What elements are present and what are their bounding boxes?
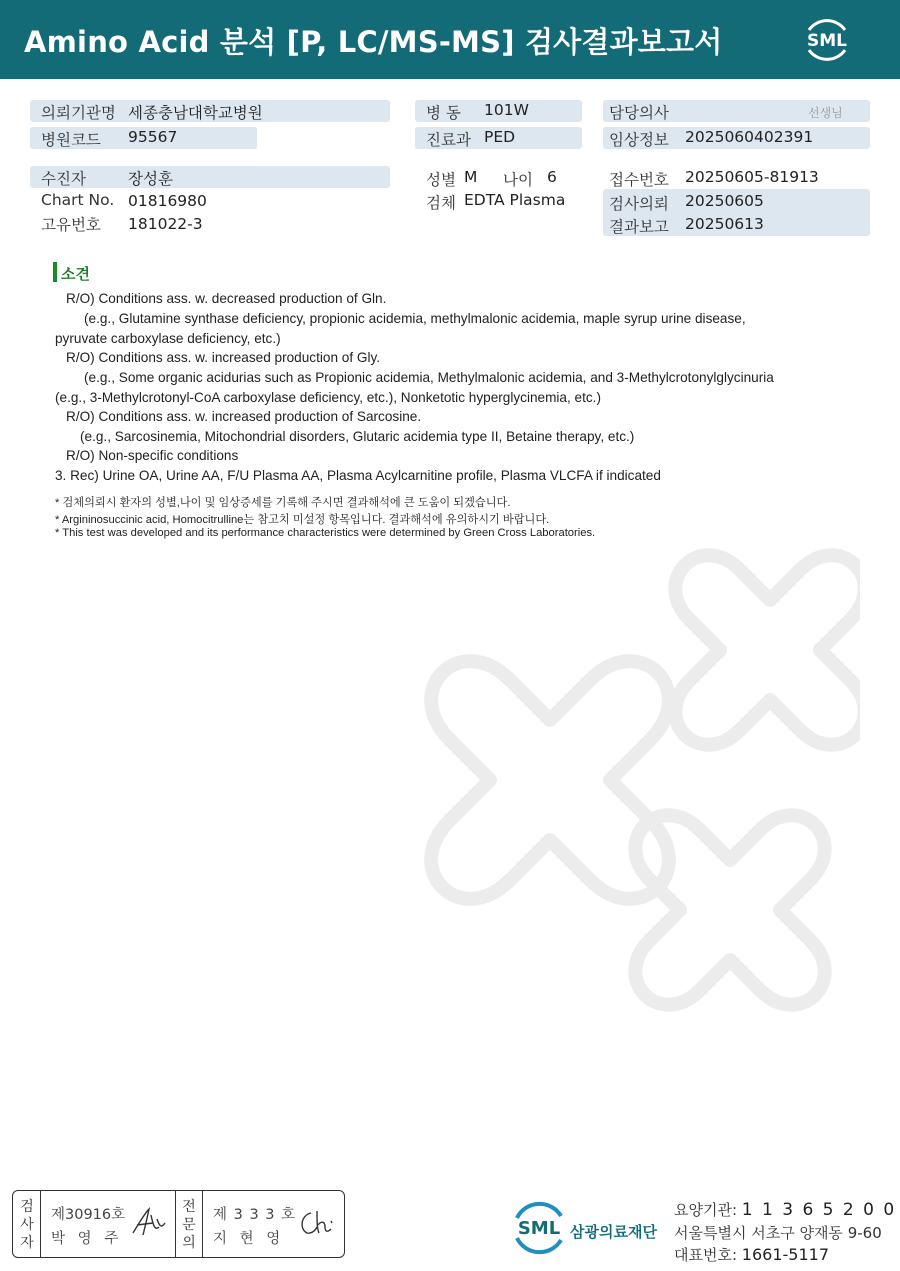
footer-org-name: 삼광의료재단	[570, 1223, 657, 1241]
specimen-value: EDTA Plasma	[464, 191, 566, 209]
finding-line: R/O) Conditions ass. w. decreased production of Gln.	[66, 291, 387, 306]
tester-name: 박 영 주	[51, 1231, 123, 1247]
phone-value: 1661-5117	[741, 1245, 830, 1264]
findings-title: 소견	[61, 265, 90, 283]
footer-phone-line	[674, 1244, 829, 1265]
tester-label-char: 검	[20, 1199, 34, 1215]
institution-value: 세종충남대학교병원	[128, 104, 263, 122]
specialist-signature-icon	[297, 1207, 337, 1239]
hospital-code-value: 95567	[128, 128, 178, 146]
dept-value: PED	[484, 128, 516, 146]
watermark-cross-icon	[360, 530, 860, 1040]
footer-logo-text: SML	[517, 1218, 561, 1239]
sml-logo-icon	[800, 13, 854, 67]
unique-value: 181022-3	[128, 215, 203, 233]
finding-line: (e.g., Some organic acidurias such as Propionic acidemia, Methylmalonic acidemia, and 3-Methylcrotonylglycinuria	[84, 370, 774, 385]
footer-care-line	[674, 1199, 896, 1220]
specialist-label-char: 문	[182, 1217, 196, 1233]
finding-line: (e.g., Sarcosinemia, Mitochondrial disorders, Glutaric acidemia type II, Betaine therapy, etc.)	[80, 429, 635, 444]
phone-label: 대표번호:	[674, 1246, 742, 1264]
unique-label: 고유번호	[41, 216, 101, 234]
findings-accent-bar	[53, 262, 57, 282]
footer-sml-logo-icon	[509, 1198, 569, 1256]
chart-label: Chart No.	[41, 191, 115, 209]
tester-label-char: 사	[20, 1217, 34, 1233]
finding-line: R/O) Conditions ass. w. increased production of Sarcosine.	[66, 409, 422, 424]
clinical-value: 2025060402391	[685, 128, 814, 146]
tester-cell	[41, 1191, 176, 1257]
clinical-label: 임상정보	[609, 131, 669, 149]
signature-box	[12, 1190, 345, 1258]
specialist-cell	[203, 1191, 343, 1257]
footnote: * This test was developed and its performance characteristics were determined by Green Cross Laboratories.	[55, 527, 596, 539]
tester-number: 제30916호	[51, 1207, 126, 1223]
sex-value: M	[464, 168, 478, 186]
ward-label: 병 동	[426, 104, 461, 122]
footnote: * Argininosuccinic acid, Homocitrulline는 참고치 미설정 항목입니다. 결과해석에 유의하시기 바랍니다.	[55, 514, 550, 526]
care-label: 요양기관:	[674, 1201, 742, 1219]
request-value: 20250605	[685, 192, 764, 210]
specialist-label-char: 의	[182, 1235, 196, 1251]
specialist-label-cell	[176, 1191, 203, 1257]
receipt-label: 접수번호	[609, 171, 669, 189]
hospital-code-label: 병원코드	[41, 131, 101, 149]
tester-label-cell	[13, 1191, 41, 1257]
request-label: 검사의뢰	[609, 195, 669, 213]
report-header	[0, 0, 900, 79]
specialist-name: 지 현 영	[213, 1231, 285, 1247]
age-value: 6	[547, 168, 557, 186]
report-title: Amino Acid 분석 [P, LC/MS-MS] 검사결과보고서	[24, 25, 723, 59]
footer-address: 서울특별시 서초구 양재동 9-60	[674, 1224, 882, 1242]
finding-line: (e.g., Glutamine synthase deficiency, propionic acidemia, methylmalonic acidemia, maple syrup urine disease,	[84, 311, 746, 326]
footnote: * 검체의뢰시 환자의 성별,나이 및 임상증세를 기록해 주시면 결과해석에 큰 도움이 되겠습니다.	[55, 497, 511, 509]
doctor-label: 담당의사	[609, 104, 669, 122]
care-value: 1 1 3 6 5 2 0 0	[741, 1200, 897, 1220]
examinee-label: 수진자	[41, 170, 86, 188]
header-logo-text: SML	[807, 31, 847, 51]
institution-label: 의뢰기관명	[41, 104, 116, 122]
tester-label-char: 자	[20, 1235, 34, 1251]
finding-line: R/O) Conditions ass. w. increased production of Gly.	[66, 350, 381, 365]
specialist-number: 제 3 3 3 호	[213, 1207, 297, 1223]
tester-signature-icon	[129, 1205, 169, 1239]
receipt-value: 20250605-81913	[685, 168, 819, 186]
report-label: 결과보고	[609, 218, 669, 236]
finding-line: pyruvate carboxylase deficiency, etc.)	[55, 331, 281, 346]
report-value: 20250613	[685, 215, 764, 233]
finding-line: R/O) Non-specific conditions	[66, 448, 239, 463]
examinee-value: 장성훈	[128, 170, 173, 188]
sex-label: 성별	[426, 171, 456, 189]
finding-line: 3. Rec) Urine OA, Urine AA, F/U Plasma AA, Plasma Acylcarnitine profile, Plasma VLCFA if indicated	[55, 468, 661, 483]
dept-label: 진료과	[426, 131, 471, 149]
age-label: 나이	[503, 171, 533, 189]
specimen-label: 검체	[426, 194, 456, 212]
doctor-suffix: 선생님	[808, 106, 843, 120]
ward-value: 101W	[484, 101, 529, 119]
finding-line: (e.g., 3-Methylcrotonyl-CoA carboxylase deficiency, etc.), Nonketotic hyperglycinemia, etc.)	[55, 390, 601, 405]
chart-value: 01816980	[128, 192, 207, 210]
specialist-label-char: 전	[182, 1199, 196, 1215]
